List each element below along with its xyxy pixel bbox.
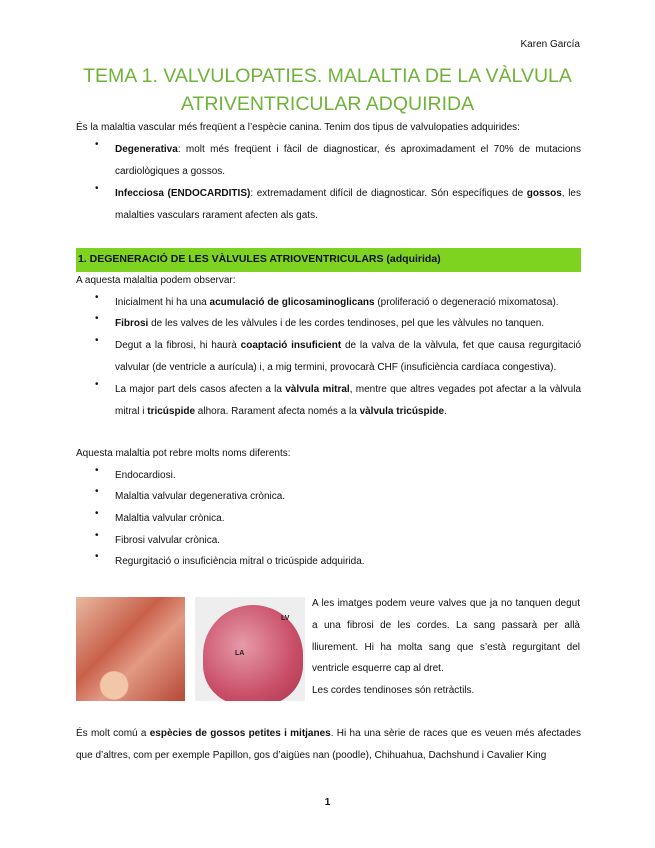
bullet-icon: • — [95, 508, 99, 519]
text-segment: A les imatges podem veure valves que ja no tanquen degut a una fibrosi de les cordes. La sang passarà per allà lliurement. Hi ha molta sang que s’està regurgitant del ventricle esquerre cap al dret. — [312, 598, 580, 675]
page-title — [60, 62, 595, 118]
text-segment: Endocardiosi. — [115, 470, 176, 481]
bullet-icon: • — [95, 313, 99, 324]
bullet-icon: • — [95, 292, 99, 303]
text-segment: , les malalties vasculars rarament afecten als gats. — [115, 188, 581, 221]
text-segment: : molt més freqüent i fàcil de diagnosticar, és aproximadament el 70% de mutacions cardiològiques a gossos. — [115, 144, 581, 177]
bullet-icon: • — [95, 551, 99, 562]
observe-bullet — [115, 292, 581, 314]
bold-text: acumulació de glicosaminoglicans — [209, 297, 375, 308]
la-label: LA — [235, 650, 245, 657]
text-segment: , mentre que altres vegades pot afectar a la vàlvula mitral i — [115, 384, 582, 417]
bullet-icon: • — [95, 379, 99, 390]
observe-bullet — [115, 379, 581, 423]
text-segment: Inicialment hi ha una — [115, 297, 210, 308]
names-bullet — [115, 530, 581, 552]
intro-paragraph — [76, 117, 581, 139]
title-line-1: TEMA 1. VALVULOPATIES. MALALTIA DE LA VÀLVULA — [83, 65, 572, 87]
observe-bullet — [115, 313, 581, 335]
bold-text: Degenerativa — [115, 144, 178, 155]
text-segment: : extremadament difícil de diagnosticar. Són específiques de — [250, 188, 527, 199]
page-number: 1 — [324, 797, 331, 808]
intro-bullet — [115, 139, 581, 183]
image-caption-2 — [312, 680, 580, 702]
text-segment: Fibrosi valvular crònica. — [115, 535, 221, 546]
text-segment: Les cordes tendinoses són retràctils. — [312, 685, 475, 696]
intro-bullet — [115, 183, 581, 227]
text-segment: Aquesta malaltia pot rebre molts noms diferents: — [76, 448, 291, 459]
text-segment: alhora. Rarament afecta només a la — [195, 405, 360, 417]
names-bullet — [115, 465, 581, 487]
text-segment: A aquesta malaltia podem observar: — [76, 275, 236, 286]
observe-bullet — [115, 335, 581, 379]
bold-text: tricúspide — [147, 405, 196, 417]
section-heading-bar — [76, 248, 581, 272]
names-bullet — [115, 486, 581, 508]
text-segment: de la valva de la vàlvula, fet que causa regurgitació valvular (de ventricle a aurícula) i, a mig termini, provocarà CHF (insuficiència cardíaca congestiva). — [115, 340, 582, 373]
section-heading: 1. DEGENERACIÓ DE LES VÀLVULES ATRIOVENTRICULARS (adquirida) — [78, 253, 441, 265]
author-name: Karen García — [520, 39, 580, 50]
bullet-icon: • — [95, 183, 99, 194]
bold-text: Fibrosi — [115, 318, 149, 329]
text-segment: Regurgitació o insuficiència mitral o tricúspide adquirida. — [115, 556, 365, 567]
text-segment: (proliferació o degeneració mixomatosa). — [374, 297, 559, 308]
bullet-icon: • — [95, 530, 99, 541]
text-segment: Degut a la fibrosi, hi haurà — [115, 340, 241, 351]
bold-text: vàlvula mitral — [285, 384, 350, 395]
text-segment: de les valves de les vàlvules i de les cordes tendinoses, pel que les vàlvules no tanquen. — [148, 318, 545, 329]
valve-photo-1 — [76, 597, 185, 701]
observe-intro — [76, 270, 581, 292]
text-segment: La major part dels casos afecten a la — [115, 384, 286, 395]
image-caption — [312, 593, 580, 680]
names-intro — [76, 443, 581, 465]
text-segment: . — [444, 405, 447, 417]
text-segment: . Hi ha una sèrie de races que es veuen més afectades que d’altres, com per exemple Papillon, gos d’aigües nan (poodle), Chihuahua, Dachshund i Cavalier King — [76, 728, 581, 761]
text-segment: És la malaltia vascular més freqüent a l’espècie canina. Tenim dos tipus de valvulopaties adquirides: — [76, 122, 520, 133]
bullet-icon: • — [95, 139, 99, 150]
text-segment: Malaltia valvular crònica. — [115, 513, 225, 524]
breeds-paragraph — [76, 723, 581, 767]
bold-text: espècies de gossos petites i mitjanes — [149, 728, 331, 739]
bold-text: coaptació insuficient — [240, 340, 342, 351]
bullet-icon: • — [95, 465, 99, 476]
bullet-icon: • — [95, 486, 99, 497]
names-bullet — [115, 508, 581, 530]
title-line-2: ATRIVENTRICULAR ADQUIRIDA — [180, 93, 475, 115]
text-segment: És molt comú a — [76, 728, 150, 739]
text-segment: Malaltia valvular degenerativa crònica. — [115, 491, 286, 502]
bold-text: vàlvula tricúspide — [359, 405, 445, 417]
valve-photo-2 — [195, 597, 305, 701]
bold-text: gossos — [526, 188, 562, 199]
lv-label: LV — [281, 615, 290, 622]
bullet-icon: • — [95, 335, 99, 346]
bold-text: Infecciosa (ENDOCARDITIS) — [115, 188, 251, 199]
names-bullet — [115, 551, 581, 573]
